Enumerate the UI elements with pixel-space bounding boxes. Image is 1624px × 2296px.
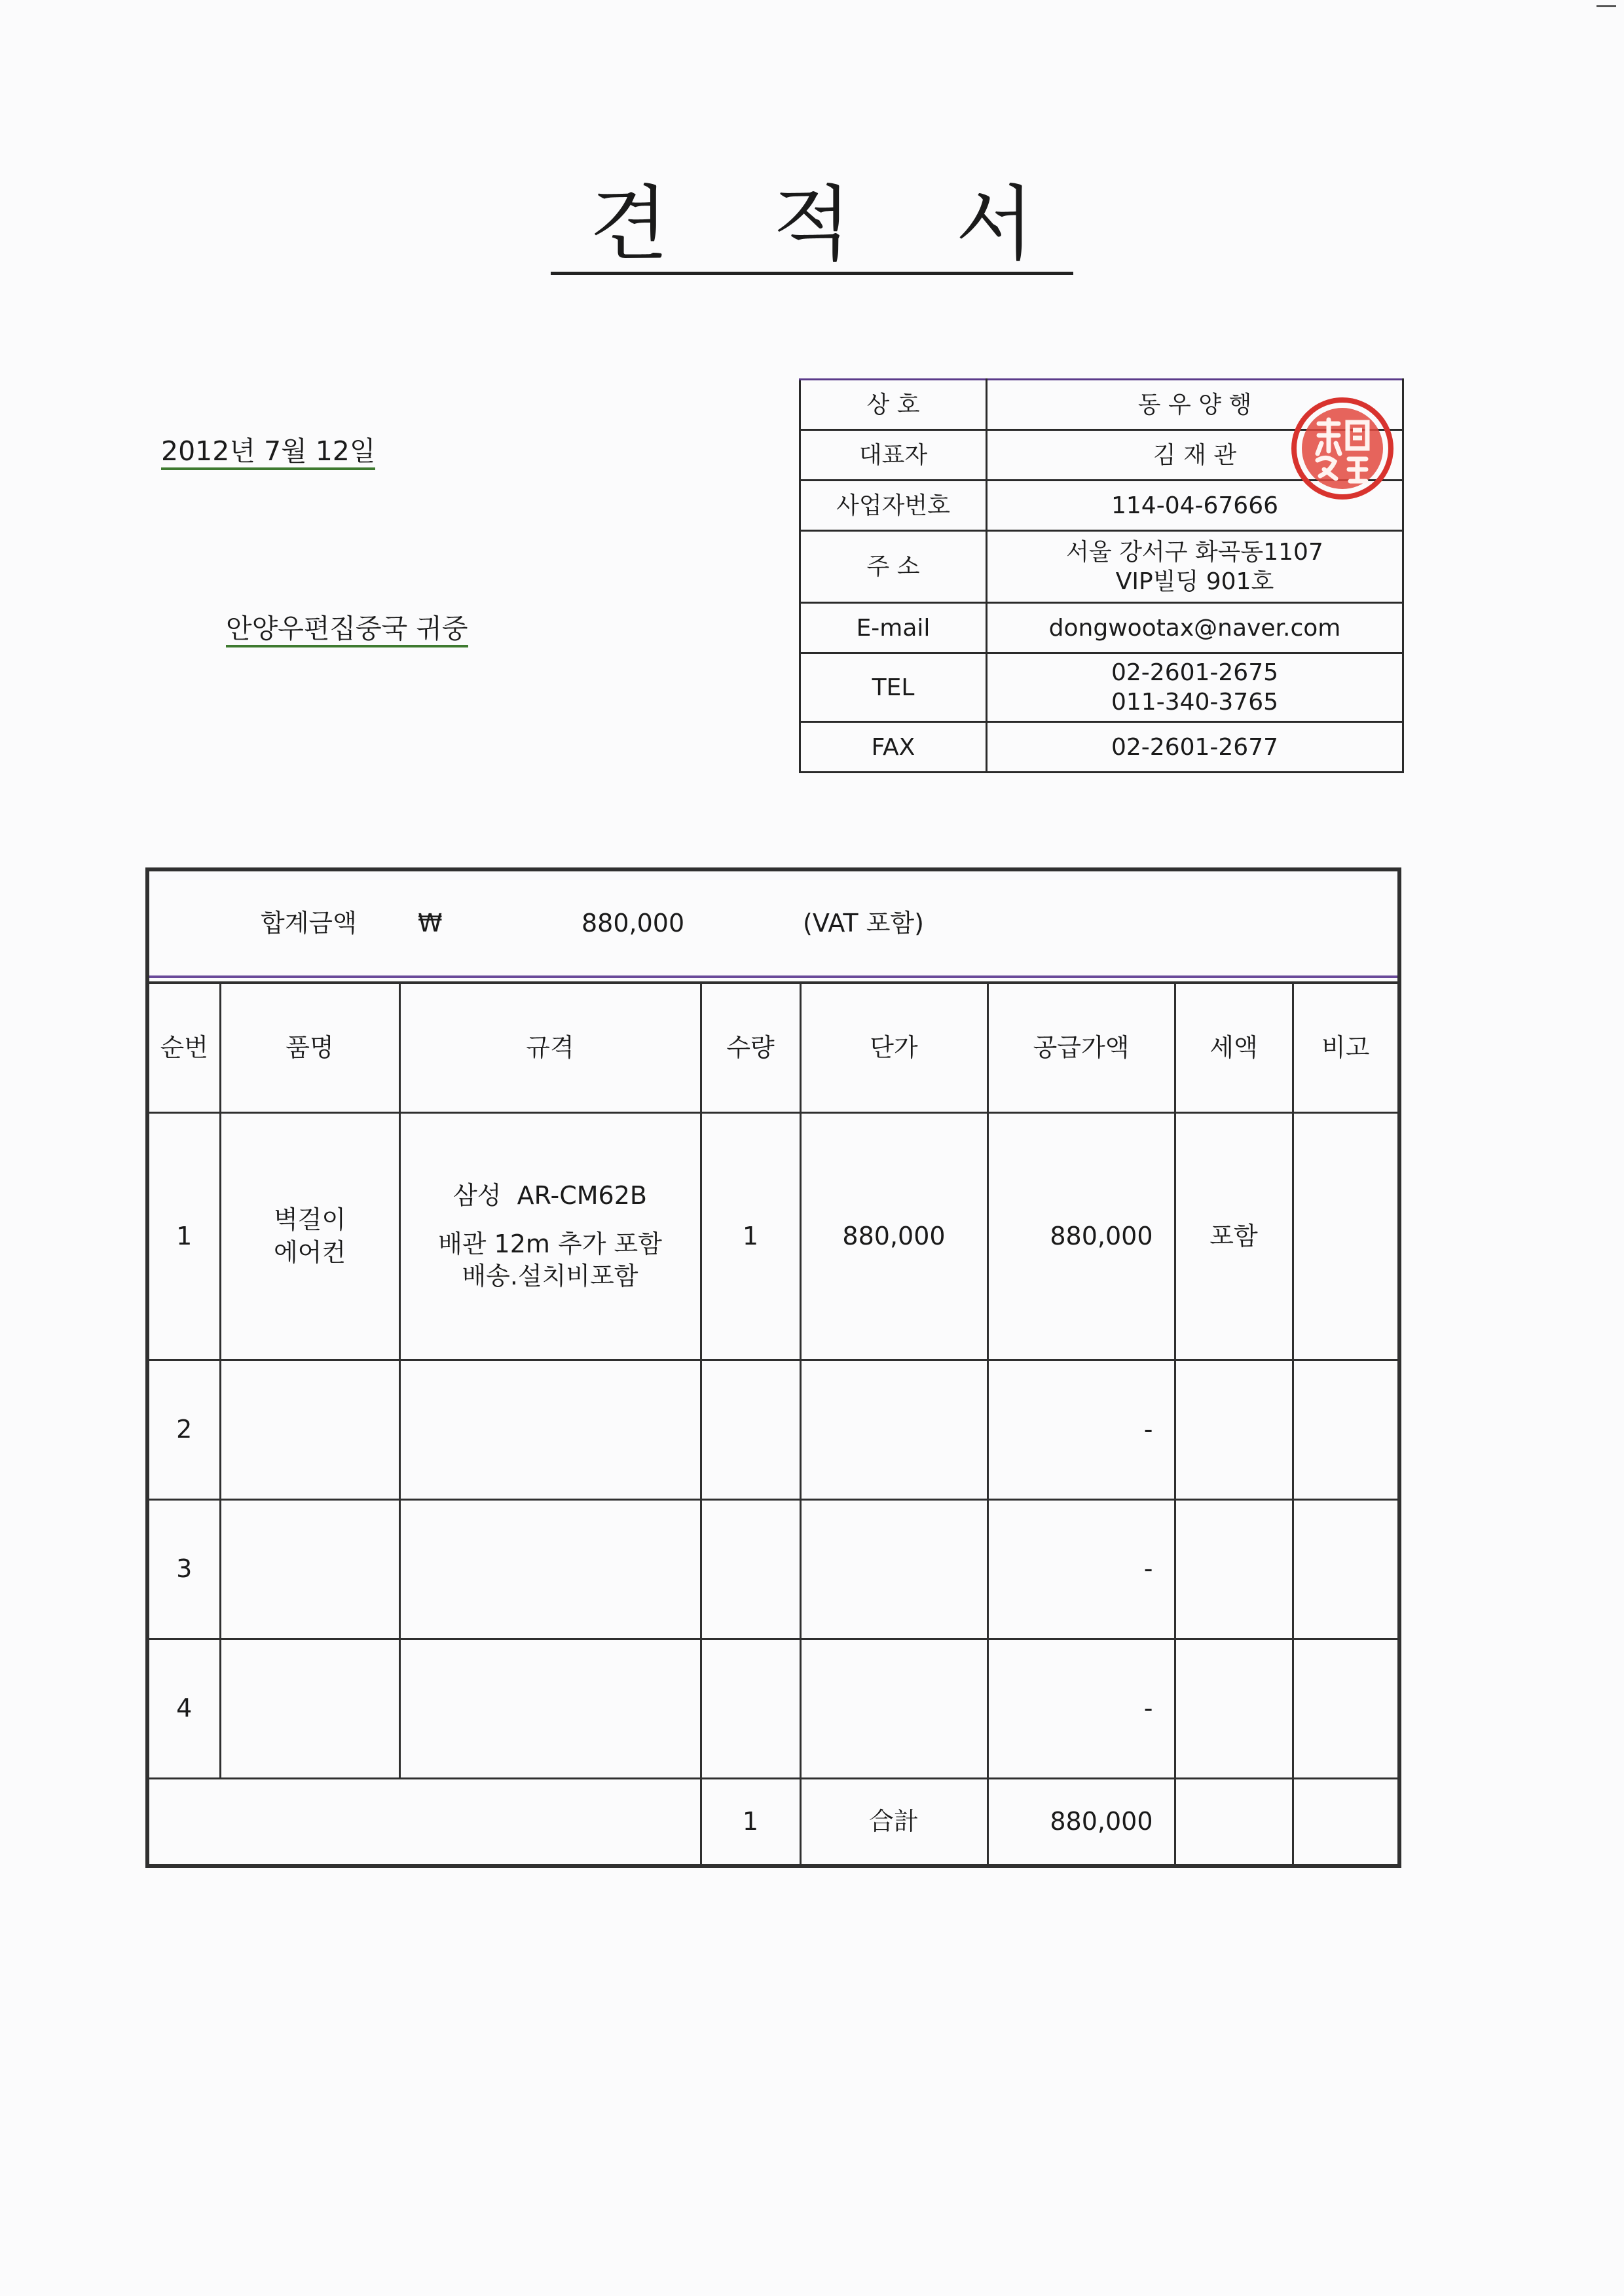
row-remark <box>1293 1113 1397 1360</box>
row-qty <box>701 1500 800 1639</box>
vat-note: (VAT 포함) <box>803 909 924 938</box>
address-label: 주 소 <box>800 531 987 603</box>
email-value: dongwootax@naver.com <box>987 603 1403 653</box>
row-spec <box>399 1360 701 1500</box>
document-title-wrap <box>0 177 1624 275</box>
row-item-name <box>220 1360 399 1500</box>
table-row <box>149 1113 1397 1360</box>
header-tax: 세액 <box>1175 984 1293 1113</box>
recipient: 안양우편집중국 귀중 <box>226 614 468 647</box>
row-no: 3 <box>149 1500 220 1639</box>
estimate-items-table <box>149 984 1397 1865</box>
scan-edge-mark <box>1596 5 1616 7</box>
row-no: 2 <box>149 1360 220 1500</box>
header-item-name: 품명 <box>220 984 399 1113</box>
table-row <box>149 1639 1397 1779</box>
business-number-label: 사업자번호 <box>800 481 987 531</box>
header-qty: 수량 <box>701 984 800 1113</box>
address-value <box>987 531 1403 603</box>
company-value: 동 우 양 행 <box>987 380 1403 430</box>
row-unit-price <box>800 1500 987 1639</box>
row-no: 4 <box>149 1639 220 1779</box>
header-unit-price: 단가 <box>800 984 987 1113</box>
issue-date: 2012년 7월 12일 <box>161 437 375 470</box>
row-qty: 1 <box>701 1113 800 1360</box>
row-spec <box>399 1639 701 1779</box>
header-spec: 규격 <box>399 984 701 1113</box>
supplier-row-tel <box>800 653 1403 722</box>
item-name-line-1: 벽걸이 <box>273 1205 346 1235</box>
row-item-name <box>220 1113 399 1360</box>
email-label: E-mail <box>800 603 987 653</box>
supplier-row-address <box>800 531 1403 603</box>
total-remark <box>1293 1779 1397 1865</box>
document-title: 견 적 서 <box>551 180 1073 275</box>
row-item-name <box>220 1639 399 1779</box>
table-row <box>149 1360 1397 1500</box>
row-supply-amount: - <box>987 1500 1175 1639</box>
total-qty: 1 <box>701 1779 800 1865</box>
supplier-row-email <box>800 603 1403 653</box>
row-unit-price <box>800 1639 987 1779</box>
spec-line-2: 배관 12m 추가 포함 <box>438 1229 662 1258</box>
header-supply-amount: 공급가액 <box>987 984 1175 1113</box>
currency-symbol: ₩ <box>418 909 443 938</box>
total-amount-label: 합계금액 <box>261 909 357 938</box>
address-line-2: VIP빌딩 901호 <box>1115 568 1274 595</box>
row-qty <box>701 1639 800 1779</box>
total-row <box>149 1779 1397 1865</box>
row-supply-amount: - <box>987 1360 1175 1500</box>
company-label: 상 호 <box>800 380 987 430</box>
tel-label: TEL <box>800 653 987 722</box>
row-spec <box>399 1500 701 1639</box>
summary-rule-top <box>149 975 1397 978</box>
row-remark <box>1293 1360 1397 1500</box>
row-tax: 포함 <box>1175 1113 1293 1360</box>
row-supply-amount: 880,000 <box>987 1113 1175 1360</box>
row-tax <box>1175 1500 1293 1639</box>
representative-label: 대표자 <box>800 430 987 481</box>
tel-line-2: 011-340-3765 <box>1111 689 1279 716</box>
row-qty <box>701 1360 800 1500</box>
total-blank <box>149 1779 701 1865</box>
header-remark: 비고 <box>1293 984 1397 1113</box>
row-tax <box>1175 1360 1293 1500</box>
row-supply-amount: - <box>987 1639 1175 1779</box>
tel-value <box>987 653 1403 722</box>
row-tax <box>1175 1639 1293 1779</box>
company-seal-stamp <box>1290 396 1395 501</box>
row-item-name <box>220 1500 399 1639</box>
representative-value: 김 재 관 <box>987 430 1403 481</box>
row-remark <box>1293 1639 1397 1779</box>
business-number-value: 114-04-67666 <box>987 481 1403 531</box>
spec-line-3: 배송.설치비포함 <box>462 1262 638 1291</box>
row-unit-price: 880,000 <box>800 1113 987 1360</box>
row-unit-price <box>800 1360 987 1500</box>
total-tax <box>1175 1779 1293 1865</box>
table-header-row <box>149 984 1397 1113</box>
spec-line-1: 삼성 AR-CM62B <box>453 1181 647 1211</box>
fax-value: 02-2601-2677 <box>987 722 1403 773</box>
address-line-1: 서울 강서구 화곡동1107 <box>1066 538 1323 566</box>
table-row <box>149 1500 1397 1639</box>
item-name-line-2: 에어컨 <box>273 1237 346 1267</box>
tel-line-1: 02-2601-2675 <box>1111 659 1279 686</box>
row-remark <box>1293 1500 1397 1639</box>
supplier-row-fax <box>800 722 1403 773</box>
spec-spacer <box>401 1212 700 1228</box>
header-no: 순번 <box>149 984 220 1113</box>
fax-label: FAX <box>800 722 987 773</box>
total-supply-amount: 880,000 <box>987 1779 1175 1865</box>
row-no: 1 <box>149 1113 220 1360</box>
total-label: 合計 <box>800 1779 987 1865</box>
row-spec <box>399 1113 701 1360</box>
total-amount-value: 880,000 <box>581 909 685 938</box>
